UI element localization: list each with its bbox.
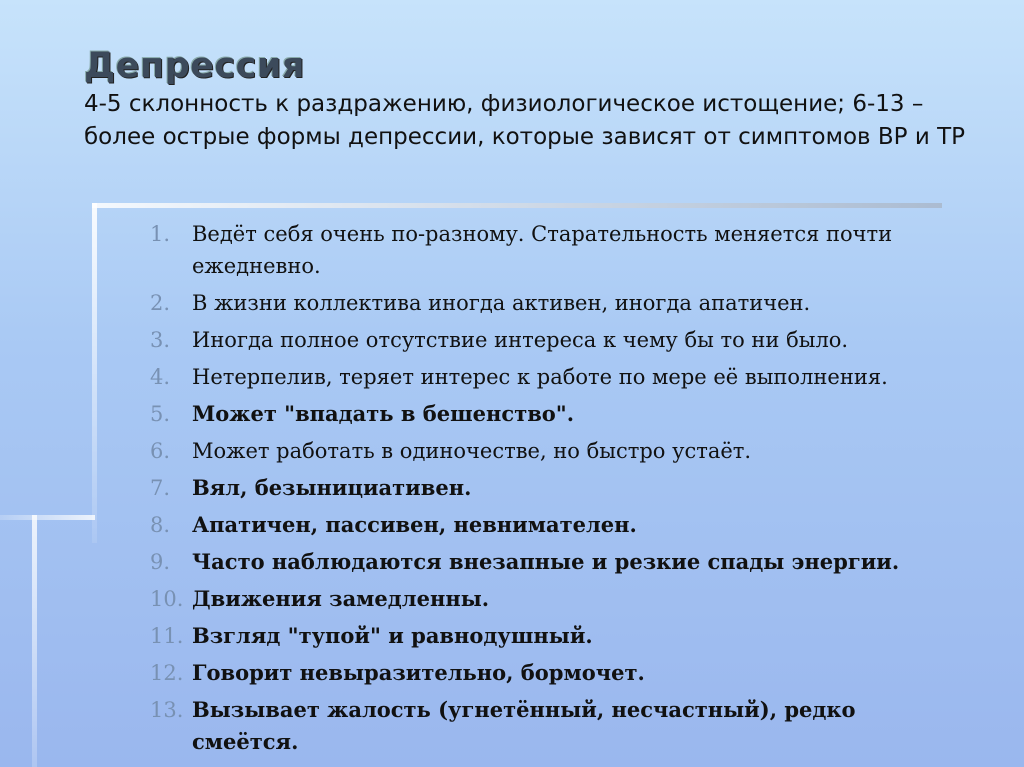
list-item	[150, 694, 910, 758]
list-item	[150, 361, 910, 393]
list-item	[150, 620, 910, 652]
item-text: Часто наблюдаются внезапные и резкие спады энергии.	[192, 549, 900, 574]
item-text: Вызывает жалость (угнетённый, несчастный), редко смеётся.	[192, 697, 856, 754]
item-number: 11.	[150, 624, 184, 648]
item-text: Иногда полное отсутствие интереса к чему бы то ни было.	[192, 328, 849, 352]
item-number: 1.	[150, 222, 171, 246]
decorative-line-top	[92, 203, 942, 208]
item-number: 12.	[150, 661, 184, 685]
item-text: Говорит невыразительно, бормочет.	[192, 660, 645, 685]
item-number: 5.	[150, 402, 171, 426]
list-item	[150, 509, 910, 541]
decorative-line-bottom-left	[0, 515, 95, 520]
item-number: 4.	[150, 365, 171, 389]
item-text: Движения замедленны.	[192, 586, 490, 611]
item-number: 3.	[150, 328, 171, 352]
list-item	[150, 324, 910, 356]
item-number: 13.	[150, 698, 184, 722]
item-text: Ведёт себя очень по-разному. Старательность меняется почти ежедневно.	[192, 222, 893, 278]
item-number: 8.	[150, 513, 171, 537]
list-item	[150, 398, 910, 430]
item-number: 10.	[150, 587, 184, 611]
list-item	[150, 435, 910, 467]
item-text: Апатичен, пассивен, невнимателен.	[192, 512, 637, 537]
list-item	[150, 657, 910, 689]
item-text: Нетерпелив, теряет интерес к работе по мере её выполнения.	[192, 365, 888, 389]
item-number: 7.	[150, 476, 171, 500]
title-block	[84, 44, 984, 154]
item-text: Взгляд "тупой" и равнодушный.	[192, 623, 593, 648]
list-item	[150, 218, 910, 282]
decorative-line-left	[92, 203, 97, 543]
item-text: Может "впадать в бешенство".	[192, 401, 575, 426]
item-number: 6.	[150, 439, 171, 463]
slide-subtitle: 4-5 склонность к раздражению, физиологическое истощение; 6-13 – более острые формы депрессии, которые зависят от симптомов ВР и ТР	[84, 91, 966, 150]
list-item	[150, 583, 910, 615]
item-text: В жизни коллектива иногда активен, иногда апатичен.	[192, 291, 811, 315]
item-text: Может работать в одиночестве, но быстро устаёт.	[192, 439, 752, 463]
item-number: 9.	[150, 550, 171, 574]
list-item	[150, 287, 910, 319]
list-item	[150, 546, 910, 578]
symptom-list	[150, 218, 910, 763]
decorative-line-bottom-vertical	[32, 515, 37, 767]
item-text: Вял, безынициативен.	[192, 475, 472, 500]
list-item	[150, 472, 910, 504]
slide-title: Депрессия	[84, 46, 305, 86]
item-number: 2.	[150, 291, 171, 315]
